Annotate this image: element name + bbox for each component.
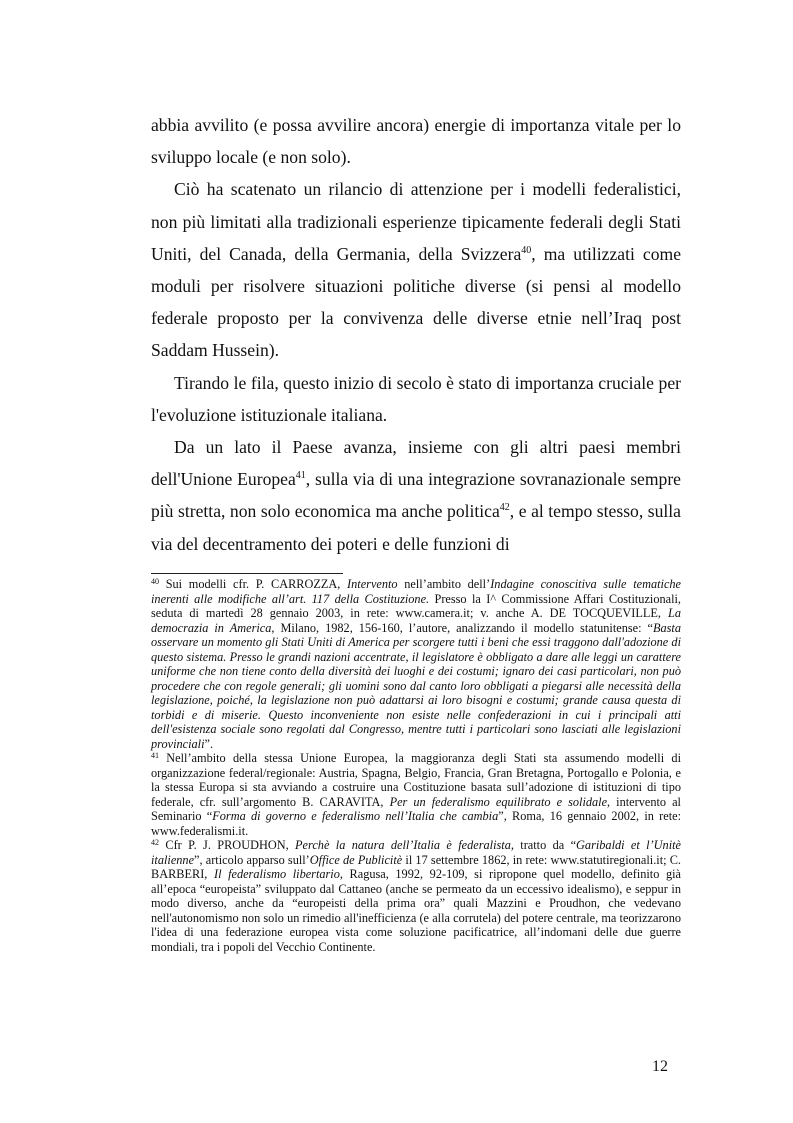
footnote-marker: 41	[295, 470, 306, 482]
text-run: Sui modelli cfr. P. CARROZZA,	[159, 577, 348, 591]
text-run: , Ragusa, 1992, 92-109, si ripropone quel modello, definito già all’epoca “europeista” sviluppato dal Cattaneo (anche se permeato da un eccessivo idealismo), e seppur in modo diverso, anche da “europeisti della prima ora” quali Mazzini e Proudhon, che vedevano nell'autonomismo non solo un rimedio all'inefficienza (e alla corrutela) del potere centrale, ma teorizzarono l'idea di una federazione europea vista come soluzione pacificatrice, all’indomani delle due guerre mondiali, tra i popoli del Vecchio Continente.	[151, 867, 681, 954]
text-run: nell’ambito dell’	[397, 577, 491, 591]
italic-text: Intervento	[347, 577, 398, 591]
footnote	[151, 751, 681, 838]
text-run: Presso la I^ Commissione Affari Costituzionali, seduta di martedì 28 gennaio 2003, in rete: www.camera.it; v. anche A. DE TOCQUEVILLE,	[151, 591, 681, 620]
text-run: ”, Roma, 16 gennaio 2002, in rete: www.federalismi.it.	[151, 809, 681, 838]
italic-text: Garibaldi et l’Unitè italienne	[151, 838, 681, 867]
text-run: il 17 settembre 1862, in rete: www.statutiregionali.it; C. BARBERI,	[151, 852, 681, 881]
footnote-marker: 42	[499, 502, 510, 514]
text-run: Nell’ambito della stessa Unione Europea, la maggioranza degli Stati sta assumendo modelli di organizzazione federal/regionale: Austria, Spagna, Belgio, Francia, Gran Bretagna, Portogallo e Polonia, e la stessa Europa si sta avviando a costruire una Costituzione basata sull’adozione di istituzioni di tipo federale, cfr. sull’argomento B. CARAVITA,	[151, 751, 681, 809]
footnote-marker: 40	[521, 244, 532, 256]
text-run: , sulla via di una integrazione sovranazionale sempre più stretta, non solo economica ma anche politica	[151, 469, 681, 522]
footnote-separator	[151, 573, 343, 574]
paragraph	[151, 367, 681, 431]
text-run: Da un lato il Paese avanza, insieme con gli altri paesi membri dell'Unione Europea	[151, 437, 681, 490]
footnote-marker: 40	[151, 577, 159, 586]
text-run: , intervento al Seminario “	[151, 794, 681, 823]
footnote	[151, 838, 681, 954]
text-run: , Milano, 1982, 156-160, l’autore, analizzando il modello statunitense: “	[271, 620, 653, 635]
italic-text: La democrazia in America	[151, 606, 681, 635]
text-run: Ciò ha scatenato un rilancio di attenzione per i modelli federalistici, non più limitati alla tradizionali esperienze tipicamente federali degli Stati Uniti, del Canada, della Germania, della Svizzera	[151, 179, 681, 264]
paragraph	[151, 109, 681, 173]
italic-text: Perchè la natura dell’Italia è federalista,	[295, 838, 514, 852]
footnote-marker: 42	[151, 838, 159, 847]
text-run: , ma utilizzati come moduli per risolvere situazioni politiche diverse (si pensi al modello federale proposto per la convivenza delle diverse etnie nell’Iraq post Saddam Hussein).	[151, 243, 682, 361]
italic-text: Forma di governo e federalismo nell’Italia che cambia	[212, 809, 499, 823]
italic-text: Il federalismo libertario	[213, 867, 340, 881]
text-run: ”.	[204, 736, 214, 751]
footnotes	[151, 577, 681, 954]
text-run: ”, articolo apparso sull’	[194, 852, 310, 867]
footnote	[151, 577, 681, 751]
italic-text: Basta osservare un momento gli Stati Uniti di America per scorgere tutti i beni che essi traggono dall'adozione di questo sistema. Presso le grandi nazioni accentrate, il legislatore è obbligato a dare alle leggi un carattere uniforme che non tiene conto della diversità dei luoghi e dei costumi; ignaro dei casi particolari, non può procedere che con regole generali; gli uomini sono dal canto loro obbligati a piegarsi alle necessità della legislazione, poiché, la legislazione non può adattarsi ai loro bisogni e costumi; grande causa questa di torbidi e di miserie. Questo inconveniente non esiste nelle confederazioni in cui i principali atti dell'esistenza sociale sono regolati dal Congresso, mentre tutti i particolari sono lasciati alle legislazioni provinciali	[151, 620, 681, 751]
paragraph	[151, 173, 681, 366]
page-number: 12	[652, 1058, 668, 1075]
text-run: Cfr P. J. PROUDHON,	[159, 838, 296, 852]
text-run: Tirando le fila, questo inizio di secolo è stato di importanza cruciale per l'evoluzione istituzionale italiana.	[151, 372, 681, 425]
italic-text: Office de Publicitè	[309, 852, 403, 867]
text-run: tratto da “	[513, 838, 577, 852]
text-run: abbia avvilito (e possa avvilire ancora) energie di importanza vitale per lo sviluppo locale (e non solo).	[151, 115, 681, 168]
paragraph	[151, 431, 681, 560]
footnote-marker: 41	[151, 751, 159, 760]
text-run: , e al tempo stesso, sulla via del decentramento dei poteri e delle funzioni di	[151, 501, 681, 554]
body-text	[151, 109, 681, 560]
italic-text: Per un federalismo equilibrato e solidale	[389, 794, 608, 809]
italic-text: Indagine conoscitiva sulle tematiche inerenti alle modifiche all’art. 117 della Costituzione.	[151, 577, 682, 606]
